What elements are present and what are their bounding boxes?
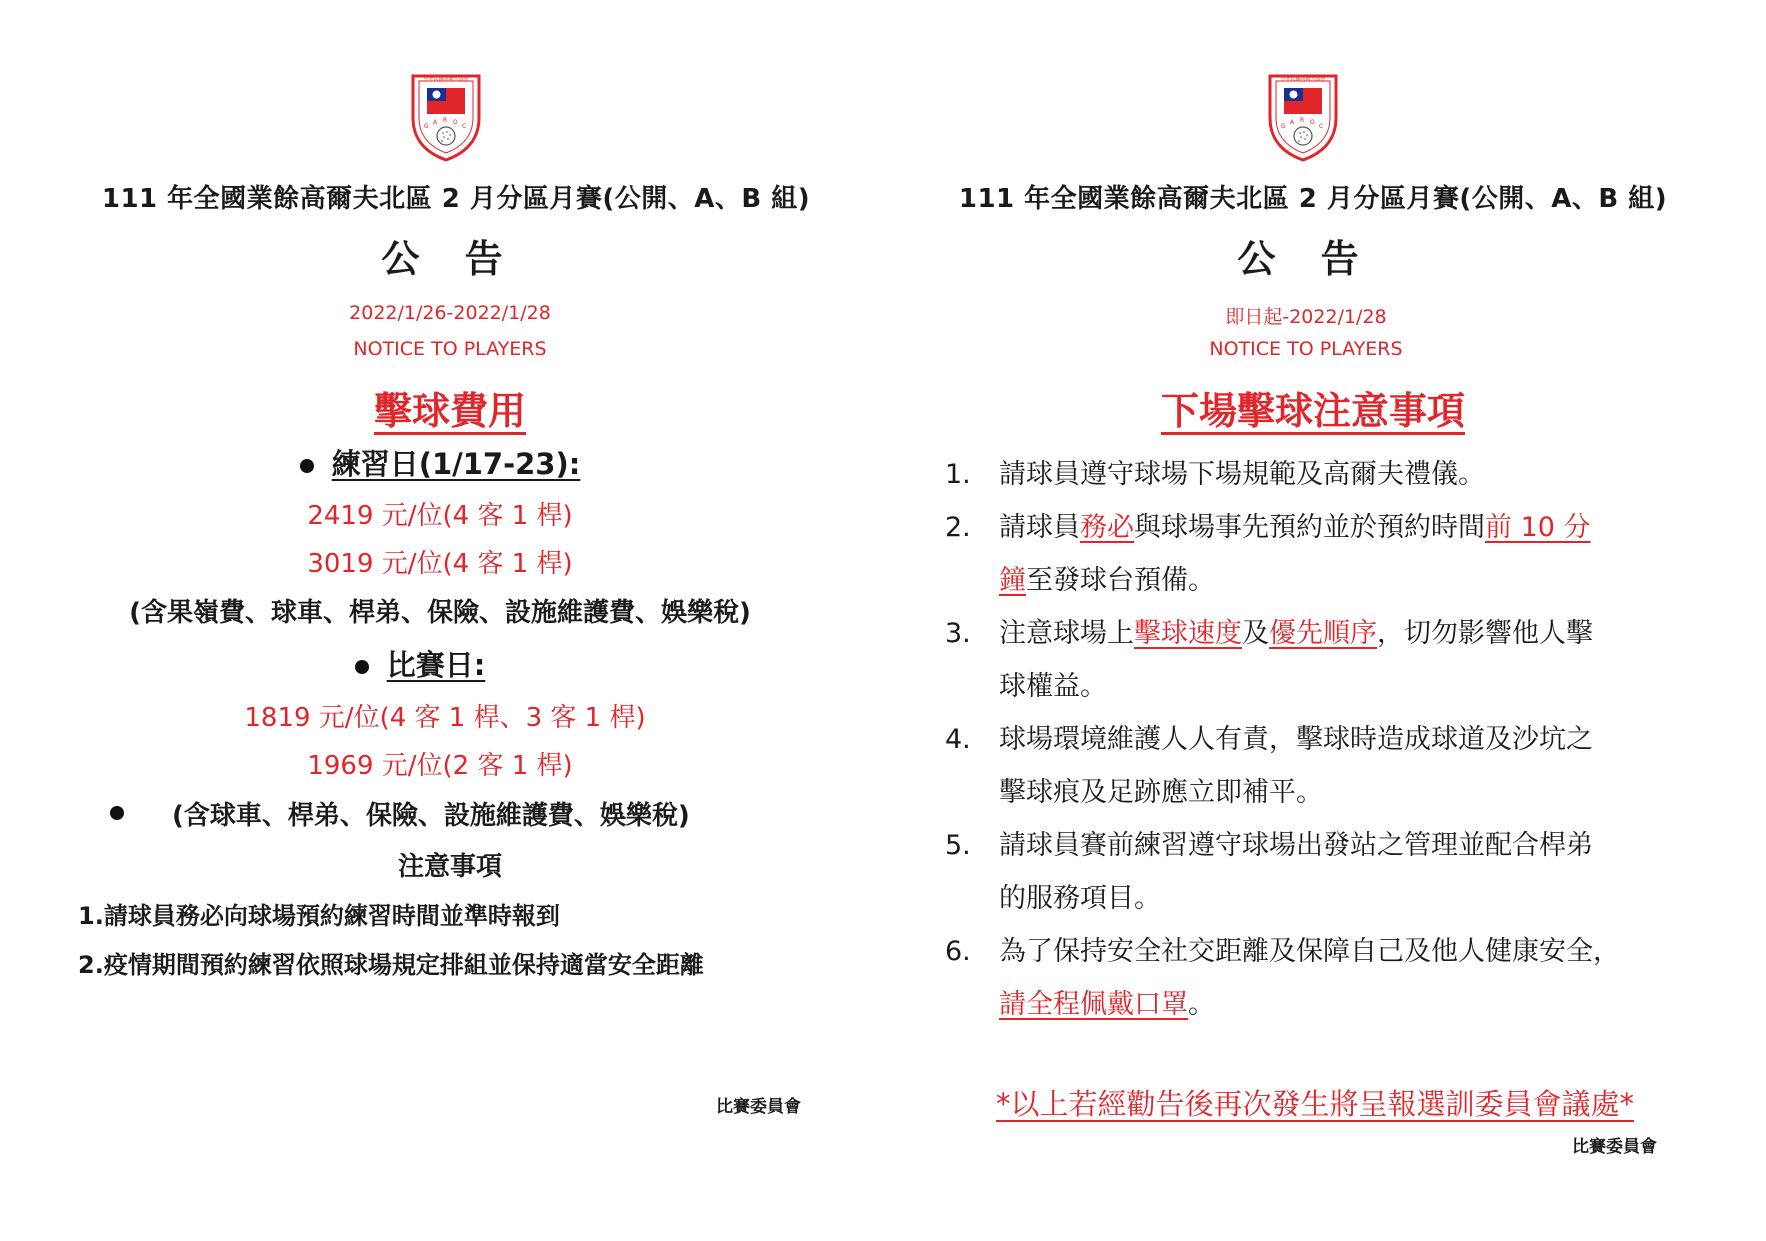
note-item: 1.請球員務必向球場預約練習時間並準時報到: [78, 902, 560, 930]
note-item: 2.疫情期間預約練習依照球場規定排組並保持適當安全距離: [78, 951, 704, 979]
bullet-icon: [110, 806, 124, 820]
practice-price-2: 3019 元/位(4 客 1 桿): [307, 549, 573, 579]
notice-to-players: NOTICE TO PLAYERS: [353, 338, 547, 360]
list-item: 6. 為了保持安全社交距離及保障自己及他人健康安全， 請全程佩戴口罩。: [945, 936, 1620, 1020]
list-item: 1. 請球員遵守球場下場規範及高爾夫禮儀。: [945, 459, 1485, 490]
date-range: 2022/1/26-2022/1/28: [349, 302, 551, 324]
rules-list: [945, 448, 1735, 1031]
garoc-logo-icon: [407, 72, 485, 162]
date-range: 即日起-2022/1/28: [1225, 306, 1387, 328]
practice-price-1: 2419 元/位(4 客 1 桿): [307, 501, 573, 531]
list-item: 4. 球場環境維護人人有責，擊球時造成球道及沙坑之 擊球痕及足跡應立即補平。: [945, 724, 1593, 808]
section-heading: 擊球費用: [373, 389, 526, 433]
list-item: 5. 請球員賽前練習遵守球場出發站之管理並配合桿弟 的服務項目。: [945, 830, 1593, 914]
footer-warning: *以上若經勸告後再次發生將呈報選訓委員會議處*: [995, 1087, 1634, 1121]
match-includes: (含球車、桿弟、保險、設施維護費、娛樂稅): [172, 801, 690, 831]
announcement-label: 公 告: [381, 237, 519, 281]
list-item: 2. 請球員務必與球場事先預約並於預約時間前 10 分 鐘至發球台預備。: [945, 512, 1591, 596]
section-heading: 下場擊球注意事項: [1160, 389, 1465, 433]
right-announcement: [883, 0, 1766, 1241]
list-item: 3. 注意球場上擊球速度及優先順序，切勿影響他人擊 球權益。: [945, 618, 1593, 702]
garoc-logo-icon: [1264, 72, 1342, 162]
match-day-label: 比賽日:: [320, 643, 520, 684]
practice-includes: (含果嶺費、球車、桿弟、保險、設施維護費、娛樂稅): [129, 598, 751, 628]
event-title: 111 年全國業餘高爾夫北區 2 月分區月賽(公開、A、B 組): [101, 184, 811, 214]
event-title: 111 年全國業餘高爾夫北區 2 月分區月賽(公開、A、B 組): [958, 184, 1668, 214]
bullet-icon: [300, 459, 314, 473]
bullet-icon: [355, 660, 369, 674]
notice-to-players: NOTICE TO PLAYERS: [1209, 338, 1403, 360]
match-price-2: 1969 元/位(2 客 1 桿): [307, 751, 573, 781]
match-price-1: 1819 元/位(4 客 1 桿、3 客 1 桿): [244, 703, 646, 733]
committee-signature: 比賽委員會: [716, 1097, 801, 1117]
practice-day-label: 練習日(1/17-23):: [290, 442, 590, 483]
committee-signature: 比賽委員會: [1572, 1137, 1657, 1157]
notes-heading: 注意事項: [397, 852, 502, 882]
announcement-label: 公 告: [1237, 237, 1375, 281]
